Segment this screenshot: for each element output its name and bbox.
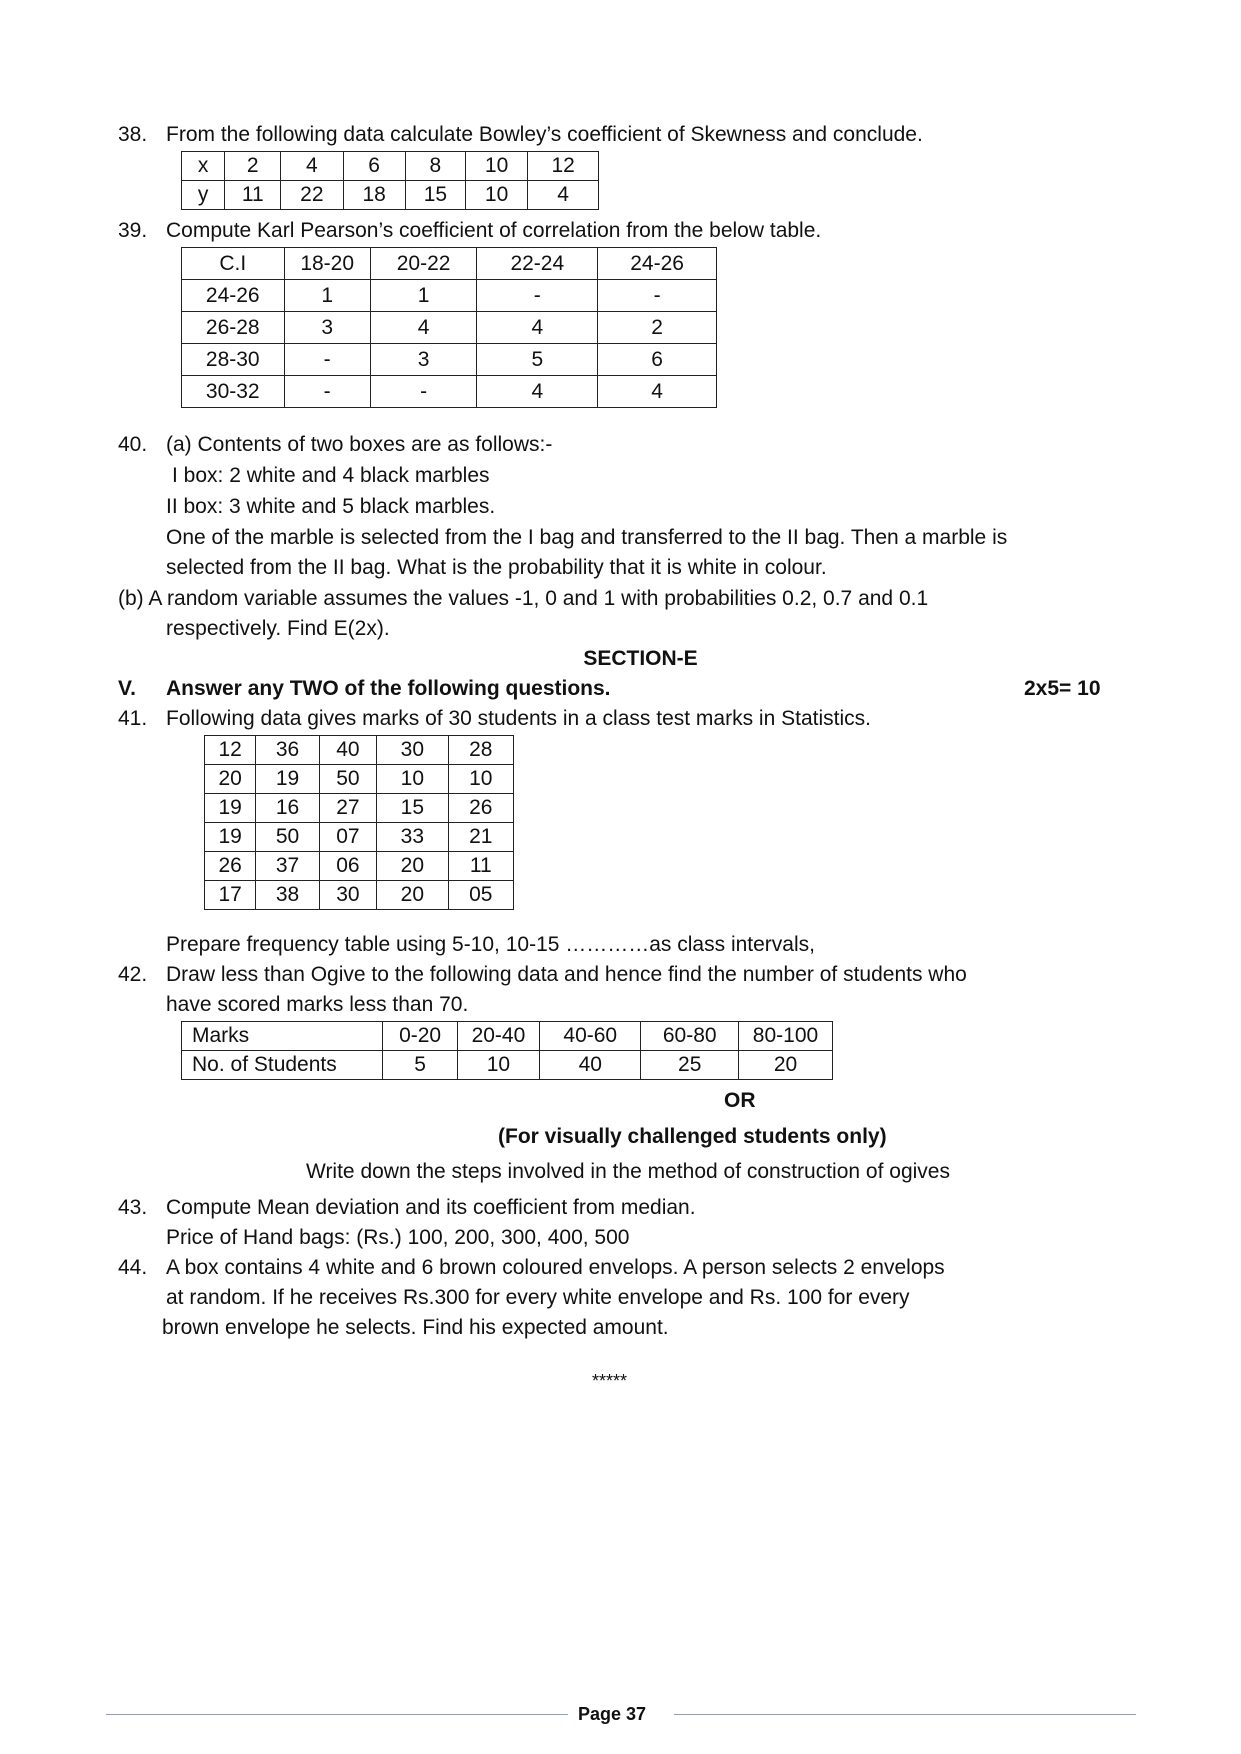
- table-cell: 21: [448, 823, 513, 852]
- q40-box1: I box: 2 white and 4 black marbles: [172, 464, 490, 487]
- or-label: OR: [724, 1089, 756, 1112]
- footer-rule-left: [106, 1714, 568, 1715]
- table-cell: 25: [641, 1051, 739, 1080]
- table-cell: 20: [377, 852, 448, 881]
- table-cell: 4: [370, 312, 477, 344]
- table-cell: 11: [448, 852, 513, 881]
- q41-table: [204, 735, 514, 910]
- table-cell: 37: [256, 852, 319, 881]
- table-cell: 6: [343, 152, 405, 181]
- vc-heading: (For visually challenged students only): [498, 1125, 887, 1148]
- table-row: [182, 152, 599, 181]
- table-row: [182, 312, 717, 344]
- table-cell: 2: [225, 152, 281, 181]
- q42-table: [181, 1021, 833, 1080]
- table-cell: 28: [448, 736, 513, 765]
- table-cell: -: [598, 280, 717, 312]
- table-cell: 10: [377, 765, 448, 794]
- table-cell: 17: [205, 881, 256, 910]
- table-cell: -: [370, 376, 477, 408]
- table-cell: 38: [256, 881, 319, 910]
- q42-line2: have scored marks less than 70.: [166, 993, 469, 1016]
- table-cell: 4: [528, 181, 599, 210]
- q41-text: Following data gives marks of 30 students in a class test marks in Statistics.: [166, 707, 871, 730]
- table-cell: 6: [598, 344, 717, 376]
- q41-number: 41.: [118, 707, 148, 730]
- table-cell: 19: [205, 794, 256, 823]
- table-row: [182, 344, 717, 376]
- table-cell: 3: [370, 344, 477, 376]
- table-cell: 4: [281, 152, 343, 181]
- section-instruction: Answer any TWO of the following questions.: [166, 677, 611, 700]
- table-cell: 40: [319, 736, 376, 765]
- table-row: [182, 181, 599, 210]
- table-cell: 18: [343, 181, 405, 210]
- table-cell: 10: [465, 152, 527, 181]
- table-cell: 20: [205, 765, 256, 794]
- table-cell: 4: [477, 376, 598, 408]
- page-number: Page 37: [578, 1704, 647, 1724]
- table-cell: Marks: [182, 1022, 383, 1051]
- q42-number: 42.: [118, 963, 148, 986]
- table-row: [182, 280, 717, 312]
- table-cell: 30: [319, 881, 376, 910]
- table-cell: 19: [256, 765, 319, 794]
- table-cell: 0-20: [383, 1022, 457, 1051]
- q40-part-b: (b) A random variable assumes the values -1, 0 and 1 with probabilities 0.2, 0.7 and 0.1: [118, 587, 929, 610]
- table-cell: 1: [284, 280, 370, 312]
- q44-line1: A box contains 4 white and 6 brown coloured envelops. A person selects 2 envelops: [166, 1256, 945, 1279]
- table-cell: -: [284, 344, 370, 376]
- q44-line3: brown envelope he selects. Find his expected amount.: [162, 1316, 669, 1339]
- table-cell: 36: [256, 736, 319, 765]
- q40-line2: selected from the II bag. What is the probability that it is white in colour.: [166, 556, 827, 579]
- table-cell: -: [284, 376, 370, 408]
- table-row: [205, 765, 514, 794]
- table-row: [205, 736, 514, 765]
- table-cell: 1: [370, 280, 477, 312]
- table-cell: 06: [319, 852, 376, 881]
- q40-box2: II box: 3 white and 5 black marbles.: [166, 495, 496, 518]
- table-cell: 22: [281, 181, 343, 210]
- table-cell: 10: [465, 181, 527, 210]
- table-row: [182, 1051, 833, 1080]
- section-heading: SECTION-E: [583, 647, 698, 670]
- table-row: [182, 376, 717, 408]
- q43-line1: Compute Mean deviation and its coefficient from median.: [166, 1196, 696, 1219]
- table-cell: 24-26: [598, 248, 717, 280]
- q44-number: 44.: [118, 1256, 148, 1279]
- table-row: [182, 248, 717, 280]
- table-cell: 40-60: [540, 1022, 641, 1051]
- table-cell: 24-26: [182, 280, 285, 312]
- table-cell: 3: [284, 312, 370, 344]
- q40-part-a: (a) Contents of two boxes are as follows:-: [166, 433, 553, 456]
- table-cell: 26: [205, 852, 256, 881]
- table-cell: 30: [377, 736, 448, 765]
- table-cell: 05: [448, 881, 513, 910]
- table-row: [205, 794, 514, 823]
- table-cell: x: [182, 152, 225, 181]
- table-cell: 26-28: [182, 312, 285, 344]
- table-cell: 26: [448, 794, 513, 823]
- table-cell: 20-22: [370, 248, 477, 280]
- table-cell: C.I: [182, 248, 285, 280]
- q38-number: 38.: [118, 123, 148, 146]
- table-cell: 12: [528, 152, 599, 181]
- q38-text: From the following data calculate Bowley’s coefficient of Skewness and conclude.: [166, 123, 923, 146]
- q39-number: 39.: [118, 219, 148, 242]
- q44-line2: at random. If he receives Rs.300 for every white envelope and Rs. 100 for every: [166, 1286, 910, 1309]
- table-cell: 33: [377, 823, 448, 852]
- q42-line1: Draw less than Ogive to the following data and hence find the number of students who: [166, 963, 967, 986]
- table-cell: 28-30: [182, 344, 285, 376]
- table-cell: 18-20: [284, 248, 370, 280]
- table-cell: y: [182, 181, 225, 210]
- q39-table: [181, 247, 717, 408]
- table-cell: 07: [319, 823, 376, 852]
- section-roman: V.: [118, 677, 136, 700]
- table-cell: 4: [598, 376, 717, 408]
- table-cell: 12: [205, 736, 256, 765]
- q43-line2: Price of Hand bags: (Rs.) 100, 200, 300, 400, 500: [166, 1226, 630, 1249]
- table-row: [182, 1022, 833, 1051]
- table-cell: 5: [383, 1051, 457, 1080]
- section-marks: 2x5= 10: [1024, 677, 1101, 700]
- table-row: [205, 881, 514, 910]
- table-cell: 2: [598, 312, 717, 344]
- q43-number: 43.: [118, 1196, 148, 1219]
- table-cell: 15: [377, 794, 448, 823]
- table-cell: 50: [319, 765, 376, 794]
- table-cell: 20: [738, 1051, 832, 1080]
- q38-table: [181, 151, 599, 210]
- table-cell: 11: [225, 181, 281, 210]
- table-cell: 5: [477, 344, 598, 376]
- table-cell: 15: [405, 181, 465, 210]
- table-row: [205, 852, 514, 881]
- table-cell: 8: [405, 152, 465, 181]
- table-row: [205, 823, 514, 852]
- table-cell: 30-32: [182, 376, 285, 408]
- q41-instruction: Prepare frequency table using 5-10, 10-15 …………as class intervals,: [166, 933, 815, 956]
- table-cell: 10: [448, 765, 513, 794]
- table-cell: -: [477, 280, 598, 312]
- table-cell: 20: [377, 881, 448, 910]
- table-cell: 40: [540, 1051, 641, 1080]
- table-cell: No. of Students: [182, 1051, 383, 1080]
- vc-question: Write down the steps involved in the method of construction of ogives: [306, 1160, 950, 1183]
- table-cell: 60-80: [641, 1022, 739, 1051]
- table-cell: 22-24: [477, 248, 598, 280]
- footer-rule-right: [674, 1714, 1136, 1715]
- table-cell: 50: [256, 823, 319, 852]
- table-cell: 20-40: [457, 1022, 539, 1051]
- table-cell: 10: [457, 1051, 539, 1080]
- table-cell: 16: [256, 794, 319, 823]
- q40-number: 40.: [118, 433, 148, 456]
- q40-part-b-cont: respectively. Find E(2x).: [166, 617, 390, 640]
- table-cell: 4: [477, 312, 598, 344]
- q39-text: Compute Karl Pearson’s coefficient of correlation from the below table.: [166, 219, 822, 242]
- table-cell: 19: [205, 823, 256, 852]
- end-stars: *****: [592, 1371, 628, 1391]
- table-cell: 27: [319, 794, 376, 823]
- table-cell: 80-100: [738, 1022, 832, 1051]
- q40-line1: One of the marble is selected from the I bag and transferred to the II bag. Then a marble is: [166, 526, 1008, 549]
